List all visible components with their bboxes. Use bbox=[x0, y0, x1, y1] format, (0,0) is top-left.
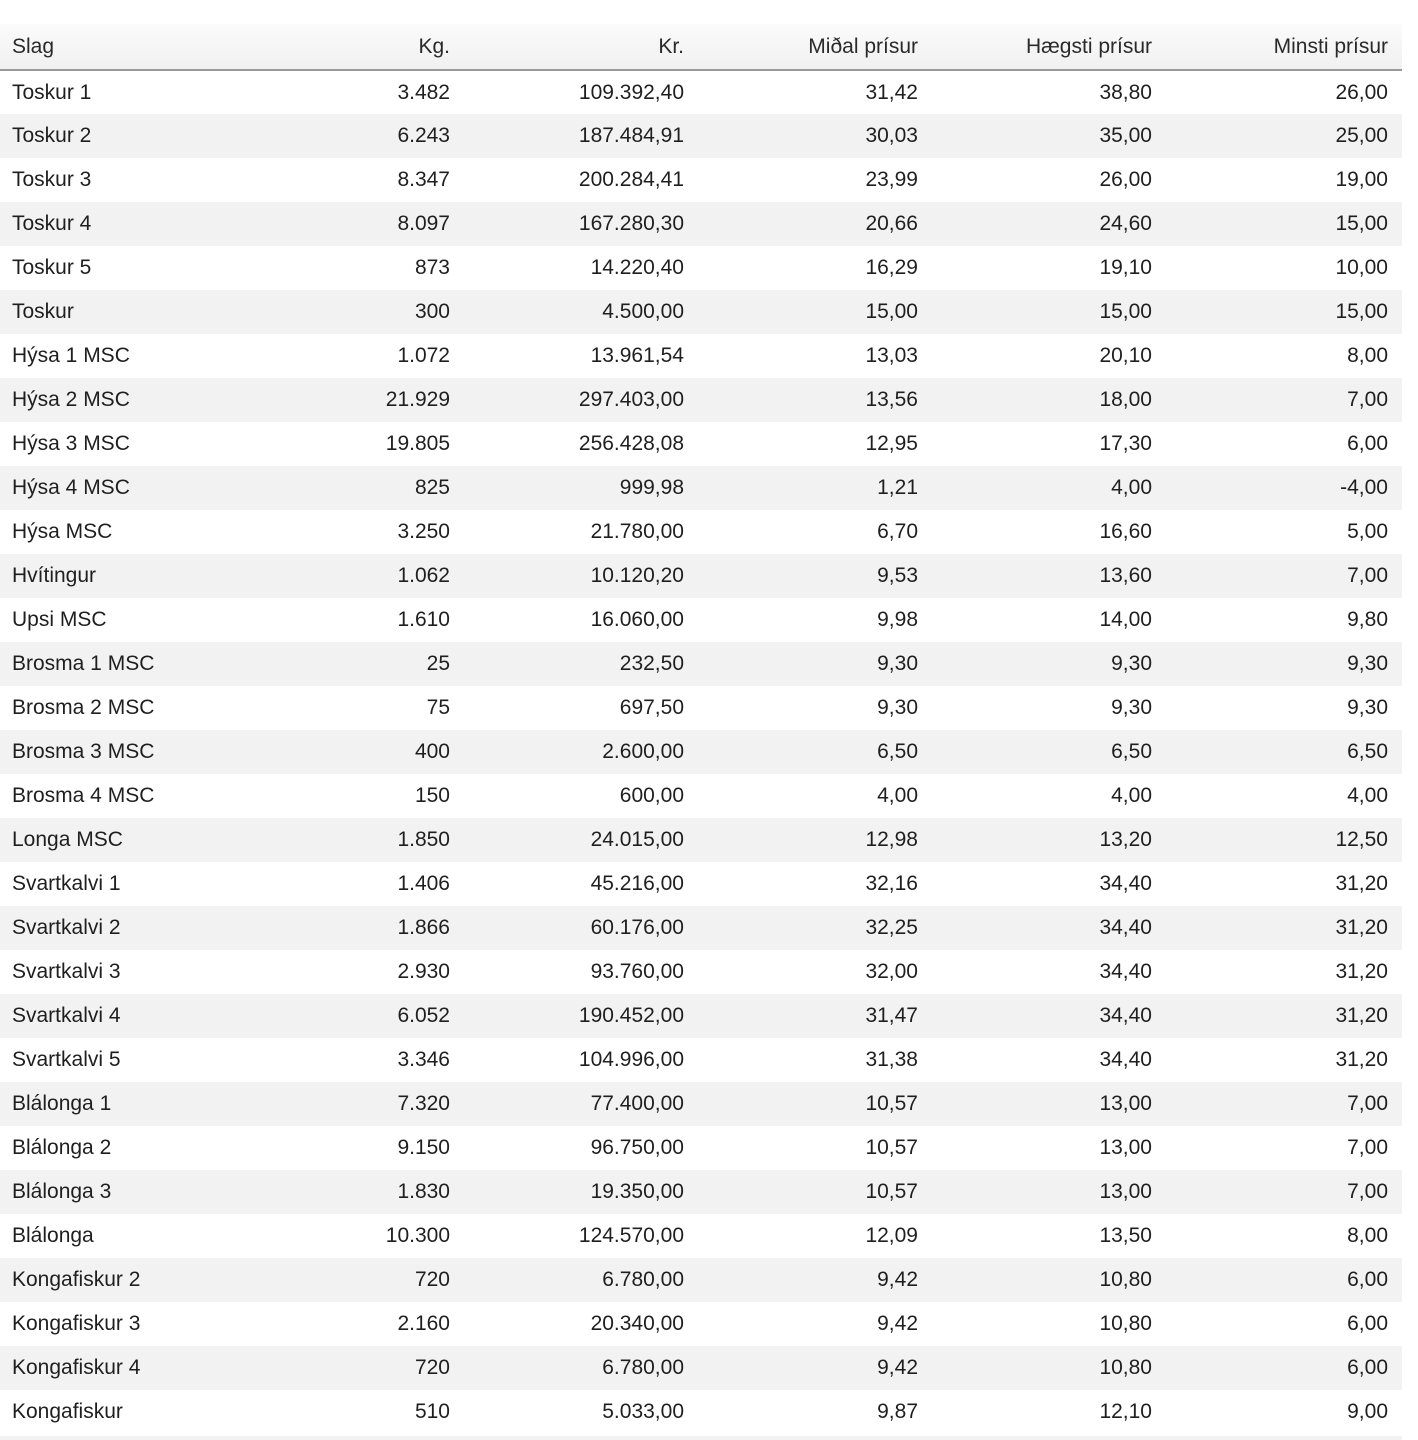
cell-slag: Toskur 1 bbox=[12, 80, 92, 104]
cell-min-price: 15,00 bbox=[1335, 300, 1388, 323]
cell-max-price: 10,80 bbox=[1099, 1268, 1152, 1291]
cell-min-price: 31,20 bbox=[1335, 1048, 1388, 1071]
cell-min-price: 31,20 bbox=[1335, 960, 1388, 983]
table-row bbox=[0, 950, 1402, 994]
table-row bbox=[0, 774, 1402, 818]
cell-kr: 21.780,00 bbox=[590, 520, 684, 543]
cell-kr: 600,00 bbox=[619, 784, 684, 807]
cell-avg-price: 16,29 bbox=[865, 256, 918, 279]
header-avg-price[interactable]: Miðal prísur bbox=[698, 24, 932, 70]
cell-slag: Blálonga bbox=[12, 1224, 94, 1247]
cell-kg: 6.243 bbox=[397, 124, 450, 147]
cell-slag: Brosma 3 MSC bbox=[12, 740, 155, 763]
cell-max-price: 34,40 bbox=[1099, 916, 1152, 939]
table-row bbox=[0, 598, 1402, 642]
table-row bbox=[0, 1082, 1402, 1126]
table-row bbox=[0, 1038, 1402, 1082]
cell-min-price: 15,00 bbox=[1335, 212, 1388, 235]
cell-max-price: 16,60 bbox=[1099, 520, 1152, 543]
cell-slag: Blálonga 2 bbox=[12, 1136, 112, 1159]
cell-kg: 1.072 bbox=[397, 344, 450, 367]
cell-avg-price: 9,30 bbox=[877, 696, 918, 719]
cell-slag: Kongafiskur 3 bbox=[12, 1312, 141, 1335]
cell-slag: Toskur 4 bbox=[12, 212, 92, 235]
cell-kg: 19.805 bbox=[385, 432, 450, 455]
cell-avg-price: 9,42 bbox=[877, 1356, 918, 1379]
table-row bbox=[0, 202, 1402, 246]
cell-min-price: -4,00 bbox=[1340, 476, 1388, 499]
cell-avg-price: 23,99 bbox=[865, 168, 918, 191]
cell-kg: 8.347 bbox=[397, 168, 450, 191]
table-row bbox=[0, 994, 1402, 1038]
cell-max-price: 35,00 bbox=[1099, 124, 1152, 147]
bottom-edge bbox=[0, 1436, 1402, 1440]
cell-min-price: 7,00 bbox=[1347, 1180, 1388, 1203]
cell-min-price: 31,20 bbox=[1335, 916, 1388, 939]
cell-min-price: 7,00 bbox=[1347, 1092, 1388, 1115]
cell-kg: 1.866 bbox=[397, 916, 450, 939]
cell-kr: 93.760,00 bbox=[590, 960, 684, 983]
cell-slag: Hýsa 3 MSC bbox=[12, 432, 130, 455]
cell-kr: 24.015,00 bbox=[590, 828, 684, 851]
cell-kr: 13.961,54 bbox=[590, 344, 684, 367]
cell-kg: 75 bbox=[426, 696, 450, 719]
cell-avg-price: 9,30 bbox=[877, 652, 918, 675]
cell-kr: 60.176,00 bbox=[590, 916, 684, 939]
cell-avg-price: 10,57 bbox=[865, 1136, 918, 1159]
cell-max-price: 10,80 bbox=[1099, 1312, 1152, 1335]
cell-min-price: 7,00 bbox=[1347, 388, 1388, 411]
table-body bbox=[0, 70, 1402, 1434]
table-row bbox=[0, 1258, 1402, 1302]
cell-min-price: 4,00 bbox=[1347, 784, 1388, 807]
cell-kr: 232,50 bbox=[619, 652, 684, 675]
cell-max-price: 13,50 bbox=[1099, 1224, 1152, 1247]
cell-avg-price: 31,47 bbox=[865, 1004, 918, 1027]
cell-kg: 3.346 bbox=[397, 1048, 450, 1071]
price-table bbox=[0, 24, 1402, 1434]
cell-avg-price: 10,57 bbox=[865, 1092, 918, 1115]
cell-min-price: 7,00 bbox=[1347, 564, 1388, 587]
cell-kg: 8.097 bbox=[397, 212, 450, 235]
cell-kr: 10.120,20 bbox=[590, 564, 684, 587]
cell-min-price: 31,20 bbox=[1335, 872, 1388, 895]
cell-kr: 14.220,40 bbox=[590, 256, 684, 279]
cell-min-price: 31,20 bbox=[1335, 1004, 1388, 1027]
cell-kg: 1.610 bbox=[397, 608, 450, 631]
cell-kr: 104.996,00 bbox=[578, 1048, 684, 1071]
cell-kr: 124.570,00 bbox=[578, 1224, 684, 1247]
cell-kg: 400 bbox=[414, 740, 450, 763]
cell-kr: 109.392,40 bbox=[578, 80, 684, 104]
cell-slag: Toskur 3 bbox=[12, 168, 92, 191]
cell-max-price: 9,30 bbox=[1111, 652, 1152, 675]
cell-kg: 9.150 bbox=[397, 1136, 450, 1159]
cell-max-price: 4,00 bbox=[1111, 476, 1152, 499]
cell-slag: Toskur bbox=[12, 300, 74, 323]
cell-slag: Upsi MSC bbox=[12, 608, 107, 631]
table-row bbox=[0, 114, 1402, 158]
cell-kg: 2.160 bbox=[397, 1312, 450, 1335]
cell-kg: 150 bbox=[414, 784, 450, 807]
cell-min-price: 10,00 bbox=[1335, 256, 1388, 279]
table-row bbox=[0, 1126, 1402, 1170]
cell-avg-price: 9,42 bbox=[877, 1312, 918, 1335]
cell-avg-price: 9,53 bbox=[877, 564, 918, 587]
cell-kg: 10.300 bbox=[385, 1224, 450, 1247]
cell-min-price: 6,00 bbox=[1347, 1356, 1388, 1379]
cell-avg-price: 31,38 bbox=[865, 1048, 918, 1071]
table-row bbox=[0, 510, 1402, 554]
cell-kg: 1.062 bbox=[397, 564, 450, 587]
table-row bbox=[0, 422, 1402, 466]
cell-min-price: 12,50 bbox=[1335, 828, 1388, 851]
cell-max-price: 6,50 bbox=[1111, 740, 1152, 763]
cell-kr: 16.060,00 bbox=[590, 608, 684, 631]
table-row bbox=[0, 1170, 1402, 1214]
cell-max-price: 9,30 bbox=[1111, 696, 1152, 719]
cell-kg: 3.250 bbox=[397, 520, 450, 543]
cell-kg: 25 bbox=[426, 652, 450, 675]
table-row bbox=[0, 642, 1402, 686]
cell-kr: 6.780,00 bbox=[602, 1356, 684, 1379]
cell-max-price: 12,10 bbox=[1099, 1400, 1152, 1423]
cell-kr: 999,98 bbox=[619, 476, 684, 499]
cell-max-price: 15,00 bbox=[1099, 300, 1152, 323]
cell-slag: Kongafiskur bbox=[12, 1400, 123, 1423]
table-header bbox=[0, 24, 1402, 70]
cell-kr: 200.284,41 bbox=[578, 168, 684, 191]
cell-kg: 6.052 bbox=[397, 1004, 450, 1027]
cell-slag: Hýsa MSC bbox=[12, 520, 113, 543]
cell-avg-price: 12,98 bbox=[865, 828, 918, 851]
cell-max-price: 13,00 bbox=[1099, 1180, 1152, 1203]
cell-min-price: 6,00 bbox=[1347, 1312, 1388, 1335]
cell-slag: Toskur 5 bbox=[12, 256, 92, 279]
cell-avg-price: 9,42 bbox=[877, 1268, 918, 1291]
cell-slag: Brosma 4 MSC bbox=[12, 784, 155, 807]
cell-kg: 3.482 bbox=[397, 80, 450, 104]
cell-avg-price: 32,00 bbox=[865, 960, 918, 983]
header-row bbox=[0, 24, 1402, 70]
cell-max-price: 13,00 bbox=[1099, 1092, 1152, 1115]
cell-slag: Svartkalvi 2 bbox=[12, 916, 121, 939]
cell-max-price: 14,00 bbox=[1099, 608, 1152, 631]
cell-kg: 21.929 bbox=[385, 388, 450, 411]
cell-slag: Svartkalvi 3 bbox=[12, 960, 121, 983]
cell-kg: 300 bbox=[414, 300, 450, 323]
cell-kr: 45.216,00 bbox=[590, 872, 684, 895]
cell-avg-price: 31,42 bbox=[865, 80, 918, 104]
cell-max-price: 13,20 bbox=[1099, 828, 1152, 851]
cell-avg-price: 6,70 bbox=[877, 520, 918, 543]
cell-avg-price: 12,09 bbox=[865, 1224, 918, 1247]
cell-kr: 167.280,30 bbox=[578, 212, 684, 235]
cell-avg-price: 20,66 bbox=[865, 212, 918, 235]
cell-min-price: 9,30 bbox=[1347, 652, 1388, 675]
cell-kg: 1.850 bbox=[397, 828, 450, 851]
cell-kr: 6.780,00 bbox=[602, 1268, 684, 1291]
cell-kg: 720 bbox=[414, 1356, 450, 1379]
cell-min-price: 25,00 bbox=[1335, 124, 1388, 147]
cell-kr: 96.750,00 bbox=[590, 1136, 684, 1159]
cell-min-price: 6,00 bbox=[1347, 432, 1388, 455]
table-row bbox=[0, 1302, 1402, 1346]
table-row bbox=[0, 378, 1402, 422]
cell-max-price: 13,60 bbox=[1099, 564, 1152, 587]
cell-kr: 77.400,00 bbox=[590, 1092, 684, 1115]
cell-kr: 256.428,08 bbox=[578, 432, 684, 455]
cell-slag: Kongafiskur 4 bbox=[12, 1356, 141, 1379]
cell-slag: Svartkalvi 1 bbox=[12, 872, 121, 895]
cell-kg: 825 bbox=[414, 476, 450, 499]
cell-avg-price: 9,98 bbox=[877, 608, 918, 631]
cell-kr: 697,50 bbox=[619, 696, 684, 719]
cell-max-price: 10,80 bbox=[1099, 1356, 1152, 1379]
cell-max-price: 34,40 bbox=[1099, 872, 1152, 895]
cell-slag: Hýsa 4 MSC bbox=[12, 476, 130, 499]
cell-min-price: 5,00 bbox=[1347, 520, 1388, 543]
table-row bbox=[0, 246, 1402, 290]
table-row bbox=[0, 1214, 1402, 1258]
top-spacer bbox=[0, 0, 1418, 24]
cell-slag: Brosma 1 MSC bbox=[12, 652, 155, 675]
cell-kg: 1.406 bbox=[397, 872, 450, 895]
cell-max-price: 19,10 bbox=[1099, 256, 1152, 279]
table-row bbox=[0, 334, 1402, 378]
cell-min-price: 6,00 bbox=[1347, 1268, 1388, 1291]
header-kg[interactable]: Kg. bbox=[230, 24, 464, 70]
table-row bbox=[0, 862, 1402, 906]
table-row bbox=[0, 1390, 1402, 1434]
cell-max-price: 4,00 bbox=[1111, 784, 1152, 807]
cell-min-price: 7,00 bbox=[1347, 1136, 1388, 1159]
cell-max-price: 34,40 bbox=[1099, 960, 1152, 983]
table-row bbox=[0, 466, 1402, 510]
header-max-price[interactable]: Hægsti prísur bbox=[932, 24, 1166, 70]
table-row bbox=[0, 818, 1402, 862]
cell-kr: 5.033,00 bbox=[602, 1400, 684, 1423]
cell-avg-price: 32,25 bbox=[865, 916, 918, 939]
cell-slag: Hvítingur bbox=[12, 564, 97, 587]
cell-kr: 19.350,00 bbox=[590, 1180, 684, 1203]
table-row bbox=[0, 1346, 1402, 1390]
cell-min-price: 6,50 bbox=[1347, 740, 1388, 763]
cell-kr: 187.484,91 bbox=[578, 124, 684, 147]
cell-avg-price: 10,57 bbox=[865, 1180, 918, 1203]
cell-min-price: 19,00 bbox=[1335, 168, 1388, 191]
header-min-price[interactable]: Minsti prísur bbox=[1166, 24, 1402, 70]
cell-avg-price: 4,00 bbox=[877, 784, 918, 807]
cell-kr: 190.452,00 bbox=[578, 1004, 684, 1027]
cell-kg: 1.830 bbox=[397, 1180, 450, 1203]
cell-avg-price: 30,03 bbox=[865, 124, 918, 147]
cell-kr: 297.403,00 bbox=[578, 388, 684, 411]
cell-slag: Svartkalvi 4 bbox=[12, 1004, 121, 1027]
cell-max-price: 26,00 bbox=[1099, 168, 1152, 191]
header-slag[interactable]: Slag bbox=[0, 24, 230, 70]
cell-avg-price: 15,00 bbox=[865, 300, 918, 323]
cell-avg-price: 13,03 bbox=[865, 344, 918, 367]
cell-slag: Blálonga 3 bbox=[12, 1180, 112, 1203]
cell-max-price: 34,40 bbox=[1099, 1004, 1152, 1027]
table-row bbox=[0, 730, 1402, 774]
cell-kg: 510 bbox=[414, 1400, 450, 1423]
cell-slag: Toskur 2 bbox=[12, 124, 92, 147]
cell-avg-price: 12,95 bbox=[865, 432, 918, 455]
cell-max-price: 24,60 bbox=[1099, 212, 1152, 235]
cell-avg-price: 32,16 bbox=[865, 872, 918, 895]
cell-slag: Hýsa 2 MSC bbox=[12, 388, 130, 411]
cell-min-price: 8,00 bbox=[1347, 1224, 1388, 1247]
cell-kg: 2.930 bbox=[397, 960, 450, 983]
cell-kr: 2.600,00 bbox=[602, 740, 684, 763]
cell-slag: Brosma 2 MSC bbox=[12, 696, 155, 719]
table-row bbox=[0, 70, 1402, 114]
cell-kg: 873 bbox=[414, 256, 450, 279]
cell-slag: Hýsa 1 MSC bbox=[12, 344, 130, 367]
cell-min-price: 8,00 bbox=[1347, 344, 1388, 367]
table-row bbox=[0, 290, 1402, 334]
cell-min-price: 9,80 bbox=[1347, 608, 1388, 631]
cell-avg-price: 13,56 bbox=[865, 388, 918, 411]
cell-min-price: 9,30 bbox=[1347, 696, 1388, 719]
cell-max-price: 18,00 bbox=[1099, 388, 1152, 411]
cell-slag: Blálonga 1 bbox=[12, 1092, 112, 1115]
cell-kr: 4.500,00 bbox=[602, 300, 684, 323]
cell-avg-price: 9,87 bbox=[877, 1400, 918, 1423]
cell-kg: 720 bbox=[414, 1268, 450, 1291]
table-row bbox=[0, 686, 1402, 730]
table-row bbox=[0, 906, 1402, 950]
cell-slag: Longa MSC bbox=[12, 828, 123, 851]
cell-avg-price: 1,21 bbox=[877, 476, 918, 499]
table-row bbox=[0, 158, 1402, 202]
table-row bbox=[0, 554, 1402, 598]
cell-max-price: 13,00 bbox=[1099, 1136, 1152, 1159]
cell-slag: Kongafiskur 2 bbox=[12, 1268, 141, 1291]
cell-max-price: 20,10 bbox=[1099, 344, 1152, 367]
cell-min-price: 9,00 bbox=[1347, 1400, 1388, 1423]
cell-min-price: 26,00 bbox=[1335, 80, 1388, 104]
cell-kr: 20.340,00 bbox=[590, 1312, 684, 1335]
cell-kg: 7.320 bbox=[397, 1092, 450, 1115]
cell-max-price: 17,30 bbox=[1099, 432, 1152, 455]
cell-max-price: 38,80 bbox=[1099, 80, 1152, 104]
cell-max-price: 34,40 bbox=[1099, 1048, 1152, 1071]
header-kr[interactable]: Kr. bbox=[464, 24, 698, 70]
cell-slag: Svartkalvi 5 bbox=[12, 1048, 121, 1071]
cell-avg-price: 6,50 bbox=[877, 740, 918, 763]
